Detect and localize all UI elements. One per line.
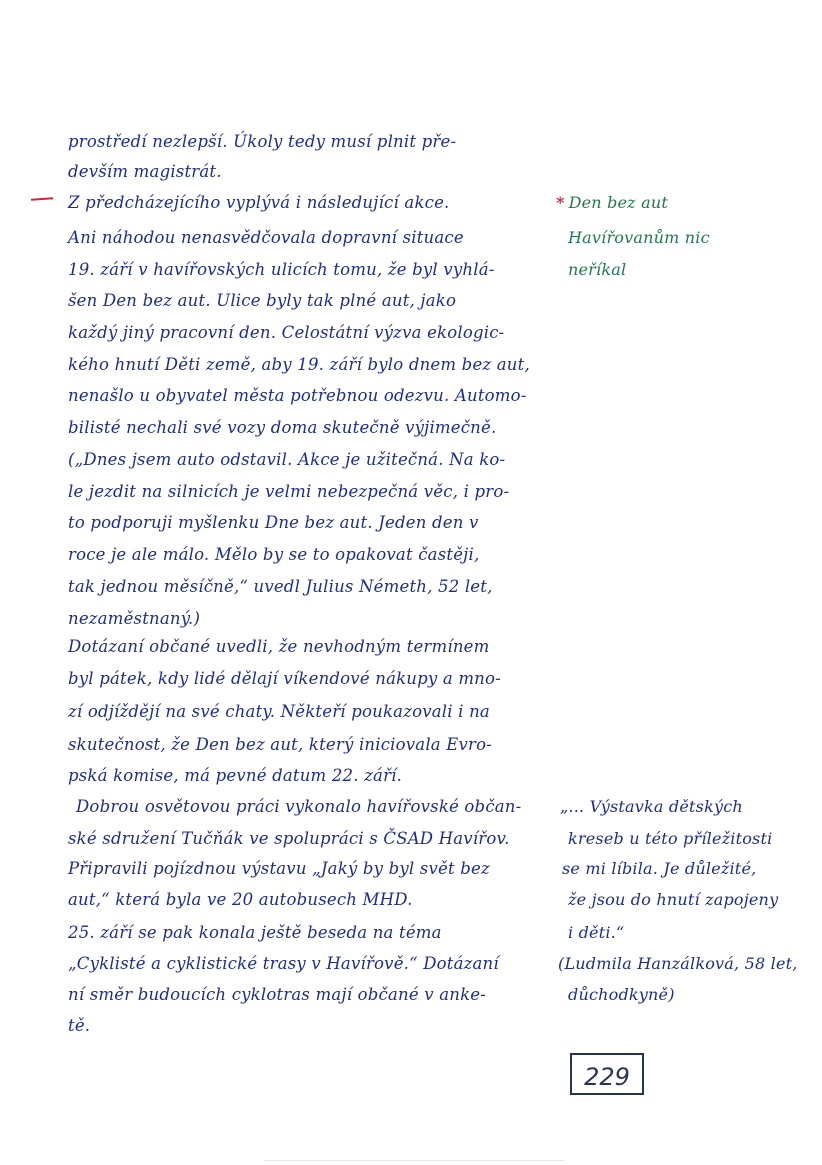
red-margin-dash: [31, 197, 53, 201]
side-quote-line: i děti.“: [568, 923, 625, 942]
main-text-line: zí odjíždějí na své chaty. Někteří poukazovali i na: [68, 702, 490, 721]
main-text-line: Dotázaní občané uvedli, že nevhodným termínem: [68, 637, 490, 656]
main-text-line: aut,“ která byla ve 20 autobusech MHD.: [68, 890, 413, 909]
main-text-line: „Cyklisté a cyklistické trasy v Havířově.“ Dotázaní: [68, 954, 499, 973]
margin-note-line: [556, 193, 668, 213]
main-text-line: ní směr budoucích cyklotras mají občané v anke-: [68, 985, 487, 1004]
main-text-line: prostředí nezlepší. Úkoly tedy musí plnit pře-: [68, 132, 457, 151]
main-text-line: kého hnutí Děti země, aby 19. září bylo dnem bez aut,: [68, 355, 530, 374]
side-quote-line: se mi líbila. Je důležité,: [562, 859, 757, 878]
page-number: 229: [584, 1063, 630, 1091]
main-text-line: Ani náhodou nenasvědčovala dopravní situace: [68, 228, 464, 247]
main-text-line: skutečnost, že Den bez aut, který iniciovala Evro-: [68, 735, 493, 754]
margin-note-text: Den bez aut: [568, 193, 668, 212]
main-text-line: nenašlo u obyvatel města potřebnou odezvu. Automo-: [68, 386, 527, 405]
main-text-line: ské sdružení Tučňák ve spolupráci s ČSAD Havířov.: [68, 829, 510, 848]
main-text-line: roce je ale málo. Mělo by se to opakovat častěji,: [68, 545, 480, 564]
margin-note-line: Havířovanům nic: [568, 228, 710, 247]
main-text-line: devším magistrát.: [68, 162, 222, 181]
page-number-box: [570, 1053, 644, 1095]
main-text-line: („Dnes jsem auto odstavil. Akce je užitečná. Na ko-: [68, 450, 506, 469]
margin-note-line: neříkal: [568, 260, 627, 279]
main-text-line: Dobrou osvětovou práci vykonalo havířovské občan-: [76, 797, 522, 816]
main-text-line: 19. září v havířovských ulicích tomu, že byl vyhlá-: [68, 260, 495, 279]
main-text-line: nezaměstnaný.): [68, 609, 201, 628]
main-text-line: Připravili pojízdnou výstavu „Jaký by byl svět bez: [68, 859, 490, 878]
main-text-line: šen Den bez aut. Ulice byly tak plné aut, jako: [68, 291, 457, 310]
main-text-line: to podporuji myšlenku Dne bez aut. Jeden den v: [68, 513, 479, 532]
main-text-line: byl pátek, kdy lidé dělají víkendové nákupy a mno-: [68, 669, 501, 688]
main-text-line: bilisté nechali své vozy doma skutečně výjimečně.: [68, 418, 497, 437]
main-text-line: pská komise, má pevné datum 22. září.: [68, 766, 403, 785]
main-text-line: tak jednou měsíčně,“ uvedl Julius Németh, 52 let,: [68, 577, 493, 596]
main-text-line: tě.: [68, 1016, 91, 1035]
main-text-line: Z předcházejícího vyplývá i následující akce.: [68, 193, 450, 212]
side-quote-line: že jsou do hnutí zapojeny: [568, 890, 779, 909]
side-quote-line: důchodkyně): [568, 985, 675, 1004]
main-text-line: 25. září se pak konala ještě beseda na téma: [68, 923, 442, 942]
side-quote-line: (Ludmila Hanzálková, 58 let,: [558, 954, 798, 973]
main-text-line: le jezdit na silnicích je velmi nebezpečná věc, i pro-: [68, 482, 510, 501]
asterisk-icon: *: [556, 193, 565, 212]
page-bottom-edge: [265, 1160, 565, 1161]
side-quote-line: „... Výstavka dětských: [560, 797, 743, 816]
main-text-line: každý jiný pracovní den. Celostátní výzva ekologic-: [68, 323, 505, 342]
side-quote-line: kreseb u této příležitosti: [568, 829, 773, 848]
